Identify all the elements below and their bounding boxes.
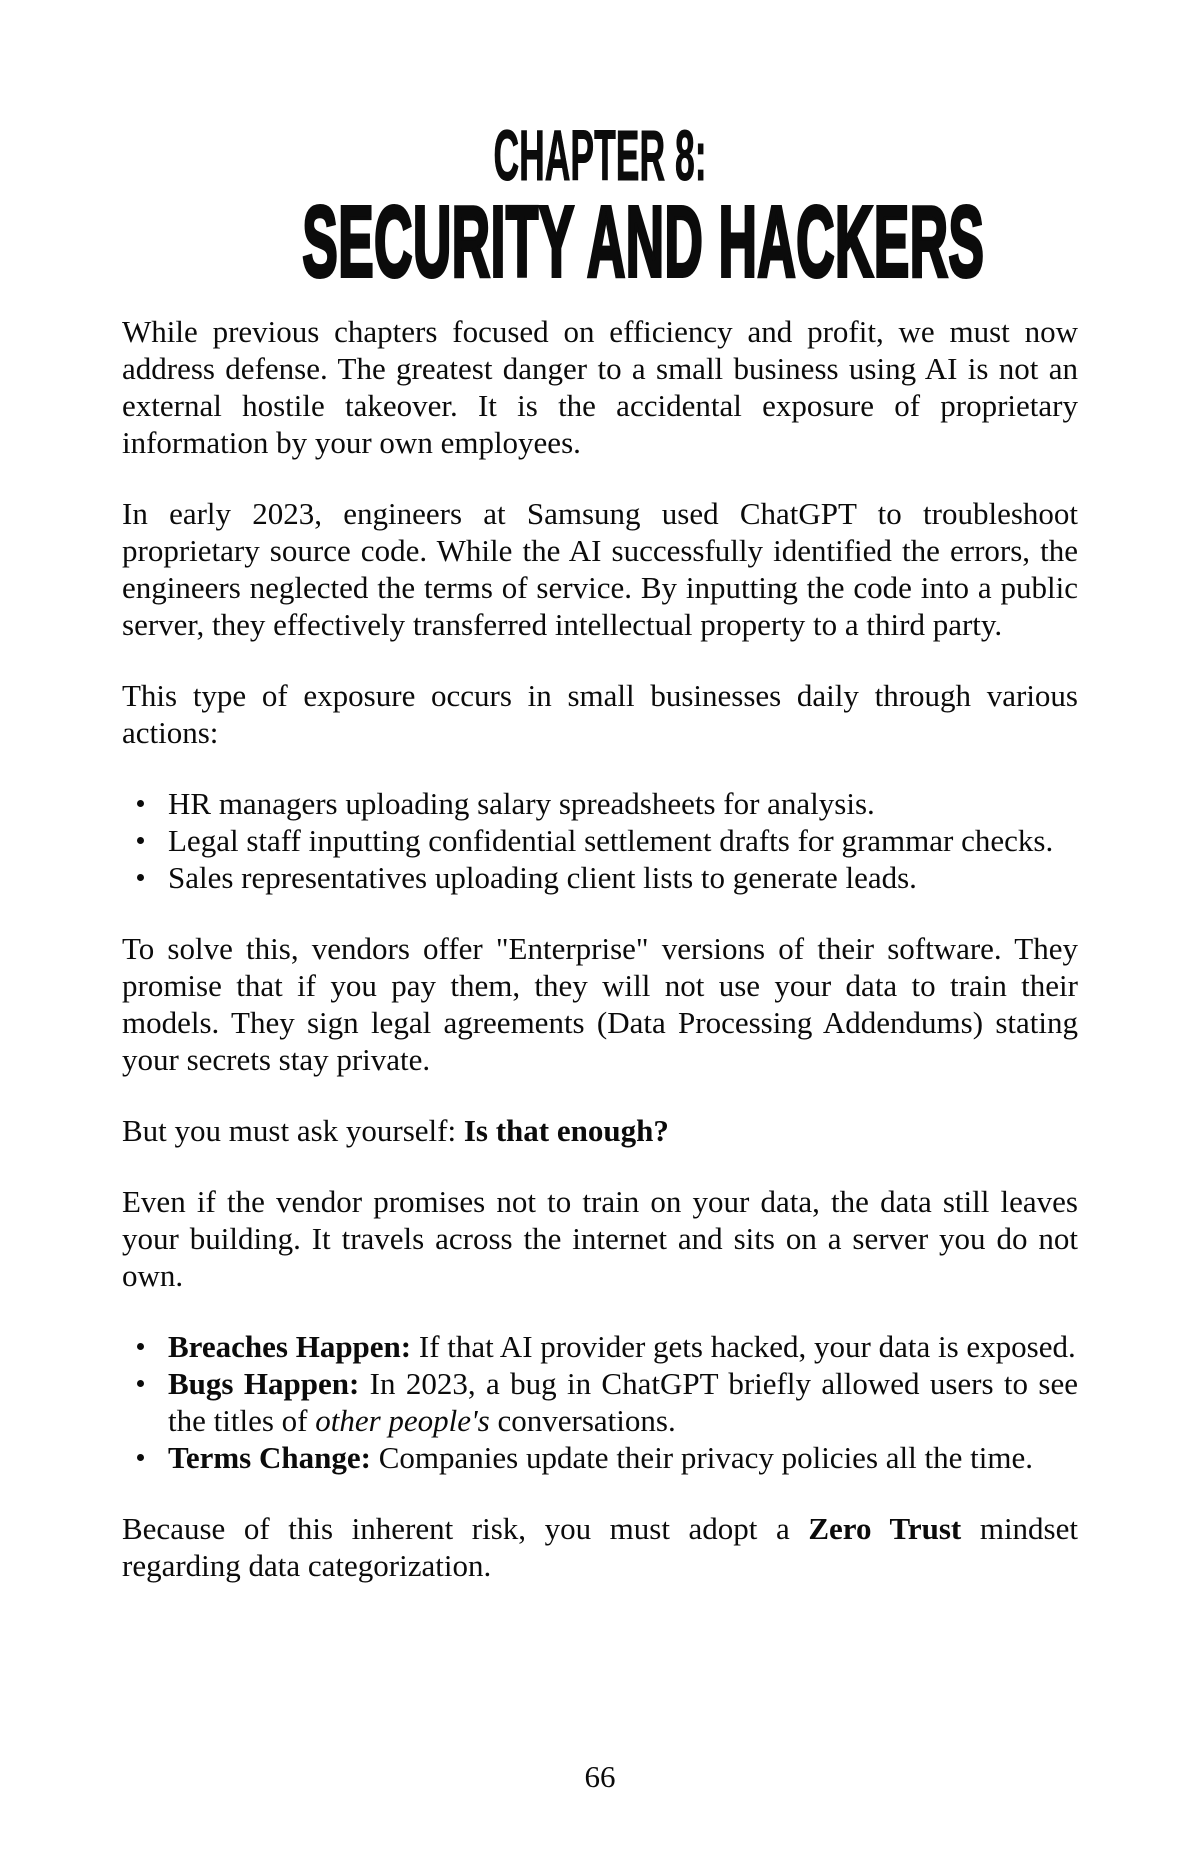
chapter-number-line <box>0 117 1200 196</box>
text-run: Legal staff inputting confidential settlement drafts for grammar checks. <box>168 823 1054 858</box>
bold-text-run: Bugs Happen: <box>168 1366 360 1401</box>
paragraph <box>122 1510 1078 1584</box>
text-run: Companies update their privacy policies all the time. <box>370 1440 1033 1475</box>
list-item <box>168 1365 1078 1439</box>
text-run: While previous chapters focused on efficiency and profit, we must now address defense. The greatest danger to a small business using AI is not an external hostile takeover. It is the accidental exposure of proprietary information by your own employees. <box>122 314 1078 460</box>
list-item <box>168 1439 1078 1476</box>
paragraph <box>122 313 1078 461</box>
page-number: 66 <box>584 1759 616 1794</box>
text-run: In 2023, a bug in ChatGPT briefly allowed users to see the titles of <box>168 1366 1079 1438</box>
text-run: This type of exposure occurs in small businesses daily through various actions: <box>122 678 1078 750</box>
text-run: Even if the vendor promises not to train on your data, the data still leaves your building. It travels across the internet and sits on a server you do not own. <box>122 1184 1078 1293</box>
italic-text-run: other people's <box>315 1403 490 1438</box>
paragraph <box>122 930 1078 1078</box>
list-item <box>168 1328 1078 1365</box>
bold-text-run: Zero Trust <box>808 1511 962 1546</box>
chapter-title-line <box>0 186 1200 298</box>
bullet-list <box>122 1328 1078 1476</box>
text-run: In early 2023, engineers at Samsung used ChatGPT to troubleshoot proprietary source code. While the AI successfully identified the errors, the engineers neglected the terms of service. By inputting the code into a public server, they effectively transferred intellectual property to a third party. <box>122 496 1078 642</box>
list-item <box>168 859 1078 896</box>
paragraph <box>122 1183 1078 1294</box>
text-run: Because of this inherent risk, you must adopt a <box>122 1511 809 1546</box>
text-run: If that AI provider gets hacked, your data is exposed. <box>411 1329 1076 1364</box>
chapter-number-heading: CHAPTER 8: <box>493 117 707 196</box>
paragraph <box>122 1112 1078 1149</box>
list-item <box>168 785 1078 822</box>
text-run: To solve this, vendors offer "Enterprise" versions of their software. They promise that if you pay them, they will not use your data to train their models. They sign legal agreements (Data Processing Addendums) stating your secrets stay private. <box>122 931 1078 1077</box>
bold-text-run: Terms Change: <box>168 1440 371 1475</box>
bullet-list <box>122 785 1078 896</box>
chapter-title-heading: SECURITY AND HACKERS <box>302 186 985 298</box>
text-run: Sales representatives uploading client lists to generate leads. <box>168 860 917 895</box>
text-run: conversations. <box>489 1403 676 1438</box>
list-item <box>168 822 1078 859</box>
page-footer <box>0 1758 1200 1795</box>
page-body-text <box>122 313 1078 1584</box>
chapter-header <box>0 0 1200 298</box>
paragraph <box>122 495 1078 643</box>
bold-text-run: Breaches Happen: <box>168 1329 412 1364</box>
text-run: mindset regarding data categorization. <box>122 1511 1078 1583</box>
text-run: HR managers uploading salary spreadsheets for analysis. <box>168 786 875 821</box>
bold-text-run: Is that enough? <box>463 1113 669 1148</box>
text-run: But you must ask yourself: <box>122 1113 464 1148</box>
paragraph <box>122 677 1078 751</box>
